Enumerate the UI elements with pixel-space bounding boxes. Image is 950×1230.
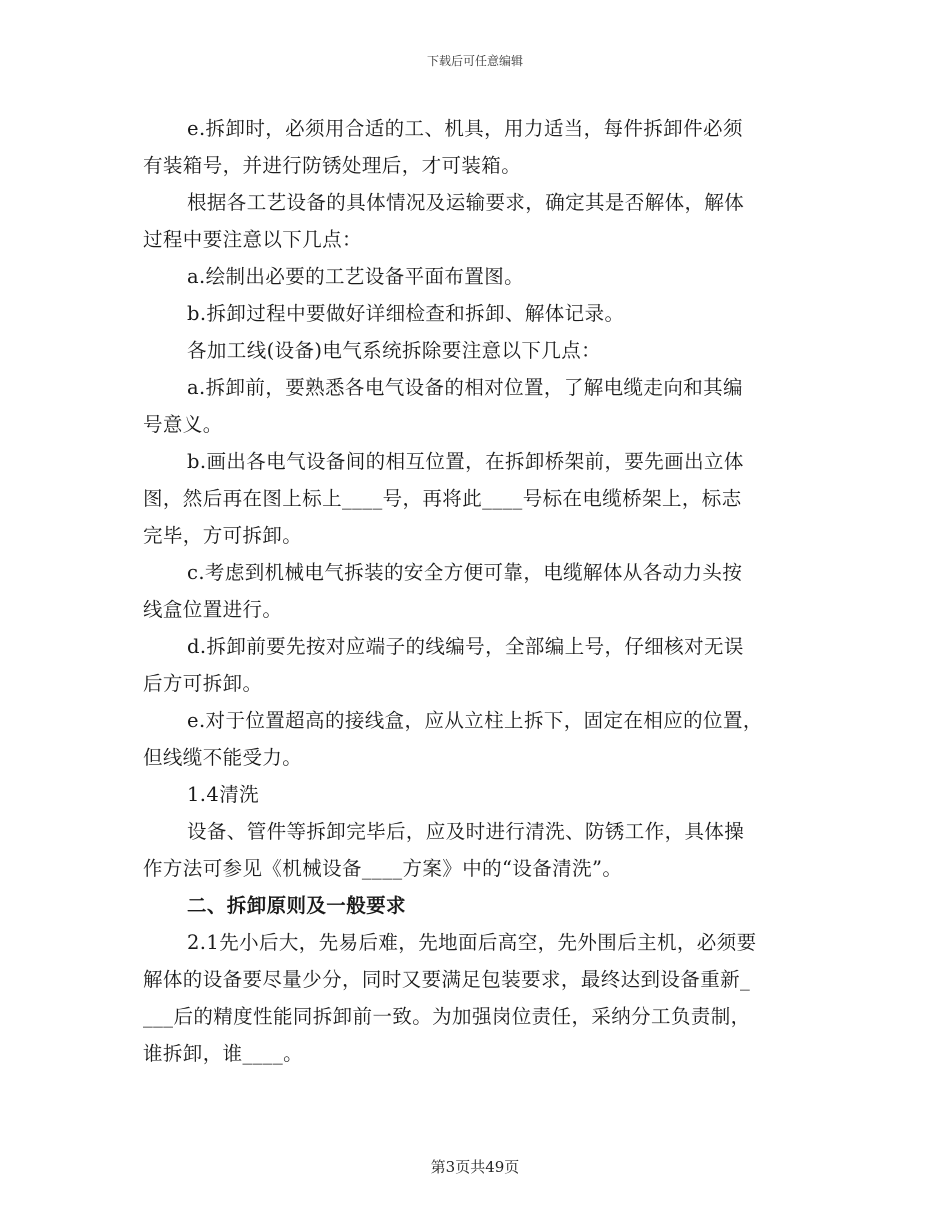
text-line: 线盒位置进行。 bbox=[143, 598, 283, 621]
text-line: 号意义。 bbox=[143, 413, 223, 436]
text-line: 过程中要注意以下几点： bbox=[143, 228, 362, 251]
section-heading: 二、拆卸原则及一般要求 bbox=[187, 894, 406, 917]
text-line: 有装箱号，并进行防锈处理后，才可装箱。 bbox=[143, 154, 522, 177]
text-line: 谁拆卸，谁____。 bbox=[143, 1042, 304, 1065]
text-line: 后方可拆卸。 bbox=[143, 672, 263, 695]
text-line: 根据各工艺设备的具体情况及运输要求，确定其是否解体，解体 bbox=[187, 191, 745, 214]
text-line: 各加工线(设备)电气系统拆除要注意以下几点： bbox=[187, 339, 602, 362]
page-footer: 第3页共49页 bbox=[430, 1158, 520, 1176]
text-line: b.画出各电气设备间的相互位置，在拆卸桥架前，要先画出立体 bbox=[187, 450, 744, 473]
text-line: ___后的精度性能同拆卸前一致。为加强岗位责任，采纳分工负责制， bbox=[143, 1005, 751, 1028]
text-line: 解体的设备要尽量少分，同时又要满足包装要求，最终达到设备重新_ bbox=[143, 968, 751, 991]
text-line: 设备、管件等拆卸完毕后，应及时进行清洗、防锈工作，具体操 bbox=[187, 820, 745, 843]
text-line: 完毕，方可拆卸。 bbox=[143, 524, 303, 547]
text-line: 图，然后再在图上标上____号，再将此____号标在电缆桥架上，标志 bbox=[143, 487, 742, 510]
text-line: 但线缆不能受力。 bbox=[143, 746, 303, 769]
text-line: b.拆卸过程中要做好详细检查和拆卸、解体记录。 bbox=[187, 302, 625, 325]
text-line: a.绘制出必要的工艺设备平面布置图。 bbox=[187, 265, 525, 288]
text-line: d.拆卸前要先按对应端子的线编号，全部编上号，仔细核对无误 bbox=[187, 635, 744, 658]
text-line: a.拆卸前，要熟悉各电气设备的相对位置，了解电缆走向和其编 bbox=[187, 376, 743, 399]
text-line: 作方法可参见《机械设备____方案》中的“设备清洗”。 bbox=[143, 857, 623, 880]
text-line: 2.1先小后大，先易后难，先地面后高空，先外围后主机，必须要 bbox=[187, 931, 757, 954]
text-line: e.对于位置超高的接线盒，应从立柱上拆下，固定在相应的位置， bbox=[187, 709, 763, 732]
document-body bbox=[143, 110, 808, 1072]
text-line: c.考虑到机械电气拆装的安全方便可靠，电缆解体从各动力头按 bbox=[187, 561, 743, 584]
text-line: 1.4清洗 bbox=[187, 783, 260, 806]
text-line: e.拆卸时，必须用合适的工、机具，用力适当，每件拆卸件必须 bbox=[187, 117, 743, 140]
page-header: 下载后可任意编辑 bbox=[426, 54, 523, 68]
